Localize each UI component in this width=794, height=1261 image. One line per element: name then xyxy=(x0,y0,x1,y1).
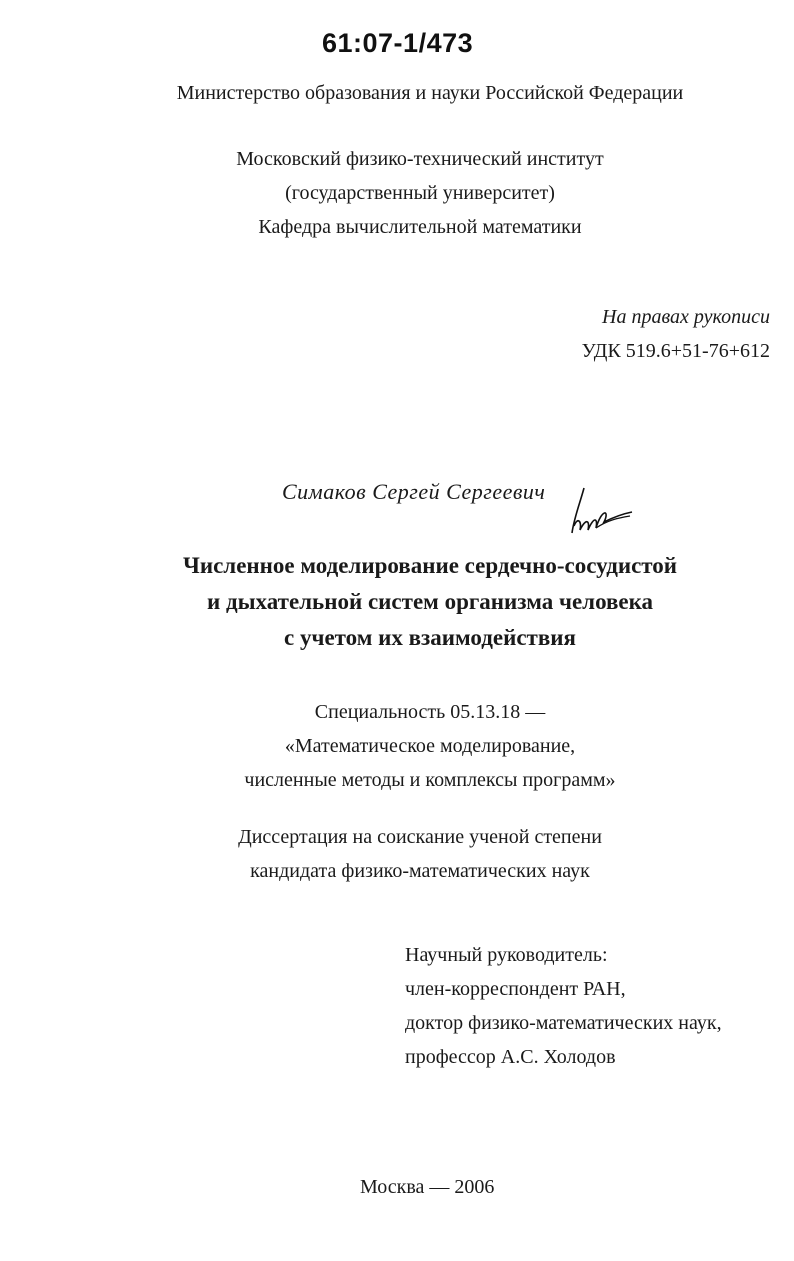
title-line-2: и дыхательной систем организма человека xyxy=(206,589,654,614)
institute-name: Московский физико-технический институт xyxy=(236,148,604,170)
author-signature xyxy=(560,478,640,548)
udk-code: УДК 519.6+51-76+612 xyxy=(581,340,770,362)
author-name: Симаков Сергей Сергеевич xyxy=(282,479,546,504)
specialty-block xyxy=(220,695,640,797)
title-line-3: с учетом их взаимодействия xyxy=(284,625,576,650)
institute-status: (государственный университет) xyxy=(285,182,555,204)
supervisor-title-1: член-корреспондент РАН, xyxy=(405,978,626,1000)
specialty-name-1: «Математическое моделирование, xyxy=(284,735,576,757)
supervisor-name: профессор А.С. Холодов xyxy=(405,1046,616,1068)
specialty-name-2: численные методы и комплексы программ» xyxy=(244,769,616,791)
degree-line-2: кандидата физико-математических наук xyxy=(250,860,590,882)
degree-block xyxy=(200,820,640,888)
institute-block xyxy=(230,142,610,244)
specialty-code: Специальность 05.13.18 — xyxy=(314,701,546,723)
supervisor-label: Научный руководитель: xyxy=(405,944,608,966)
manuscript-rights-note: На правах рукописи xyxy=(602,306,770,328)
dissertation-title xyxy=(120,548,740,656)
title-line-1: Численное моделирование сердечно-сосудистой xyxy=(182,553,678,578)
degree-line-1: Диссертация на соискание ученой степени xyxy=(238,826,602,848)
rights-block xyxy=(582,300,770,368)
department-name: Кафедра вычислительной математики xyxy=(258,216,582,238)
supervisor-block xyxy=(405,938,722,1074)
supervisor-title-2: доктор физико-математических наук, xyxy=(405,1012,722,1034)
archive-stamp-number: 61:07-1/473 xyxy=(322,28,474,58)
city-year: Москва — 2006 xyxy=(360,1176,495,1198)
ministry-name: Министерство образования и науки Российской Федерации xyxy=(176,82,684,104)
